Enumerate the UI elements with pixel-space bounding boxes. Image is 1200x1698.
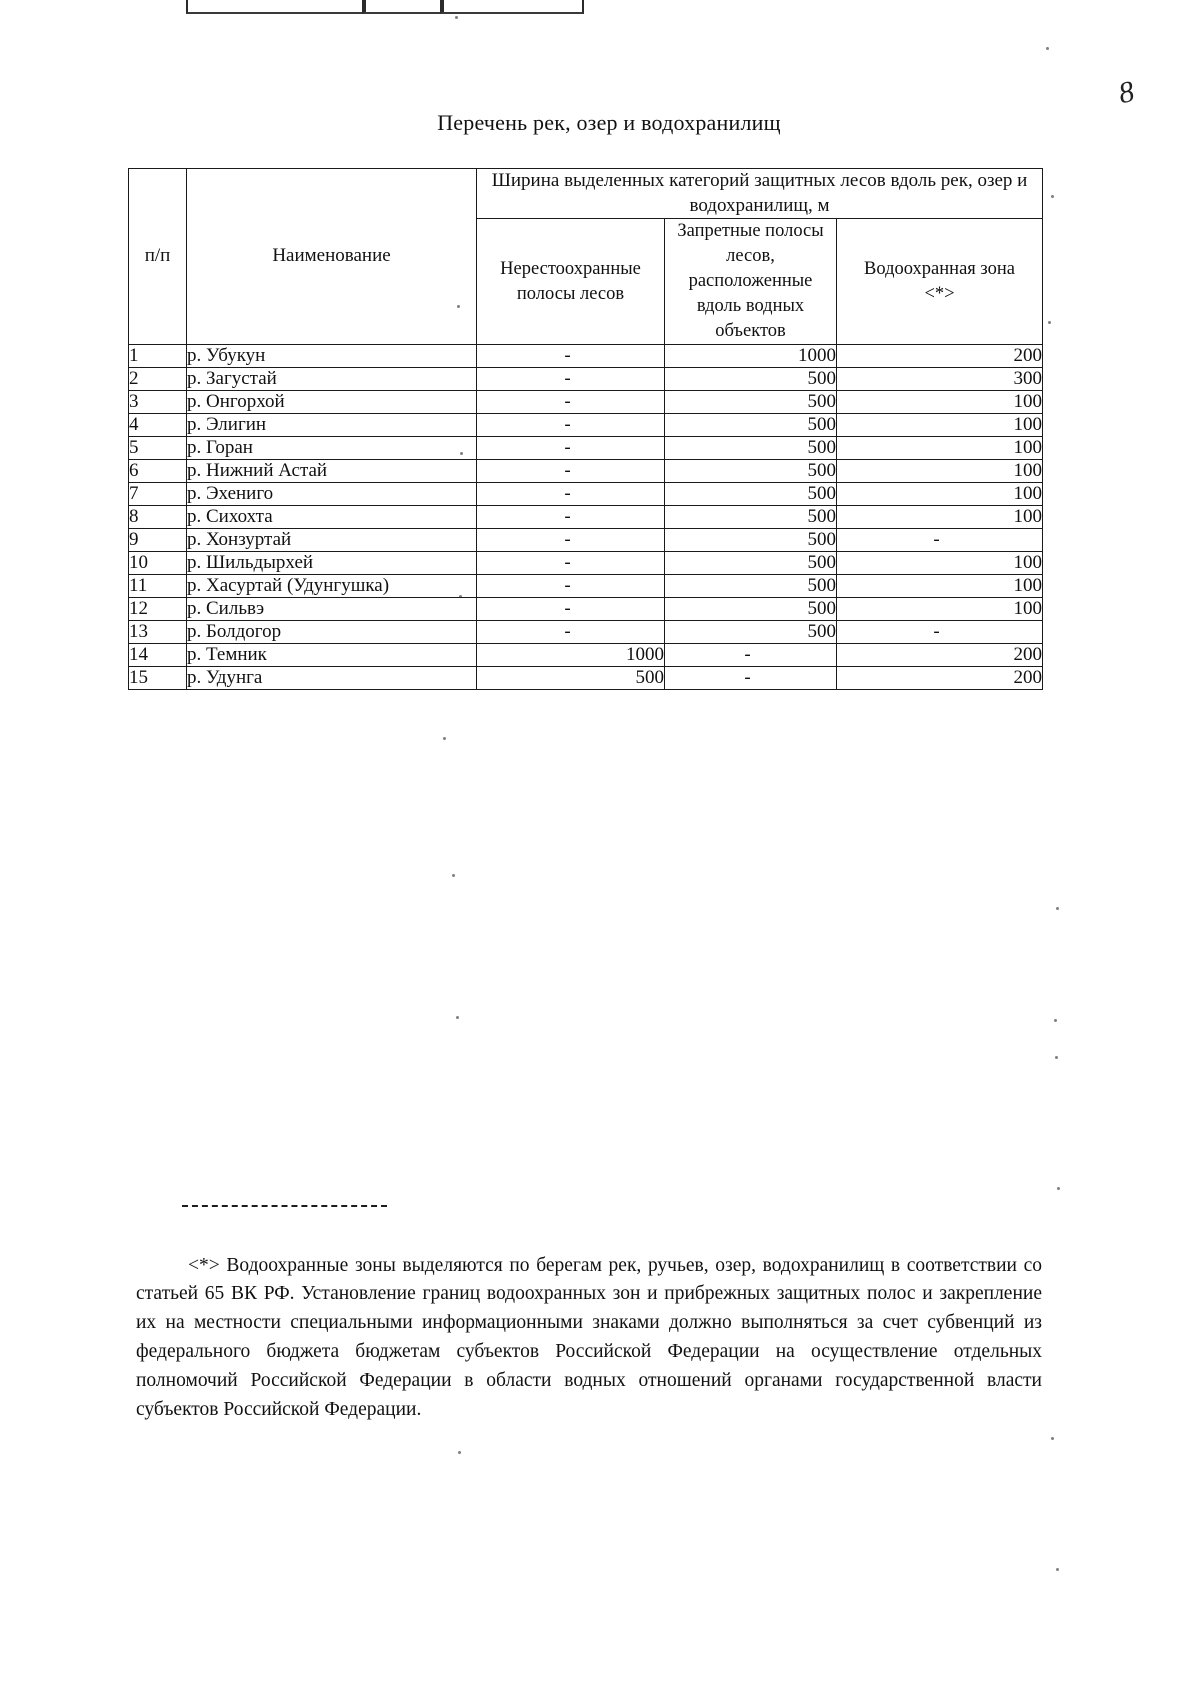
cell-water-protection-zone: 300 [837, 368, 1043, 391]
rivers-table [128, 168, 1043, 690]
table-row [129, 391, 1043, 414]
scan-speck [443, 737, 446, 740]
table-row [129, 437, 1043, 460]
cell-prohibited-forest-belt: - [665, 644, 837, 667]
cell-prohibited-forest-belt: - [665, 667, 837, 690]
cell-prohibited-forest-belt: 500 [665, 529, 837, 552]
cell-prohibited-forest-belt: 500 [665, 437, 837, 460]
cell-number: 12 [129, 598, 187, 621]
table-row [129, 598, 1043, 621]
table-body [129, 345, 1043, 690]
cell-prohibited-forest-belt: 500 [665, 391, 837, 414]
scan-speck [1051, 195, 1054, 198]
table-row [129, 621, 1043, 644]
cell-spawning-protection-belt: - [477, 368, 665, 391]
table-row [129, 529, 1043, 552]
scan-speck [1057, 1187, 1060, 1190]
page-title: Перечень рек, озер и водохранилищ [437, 110, 781, 135]
cell-number: 11 [129, 575, 187, 598]
scan-speck [1055, 1056, 1058, 1059]
cell-water-protection-zone: 200 [837, 667, 1043, 690]
scan-speck [458, 1451, 461, 1454]
water-protection-zone-footnote-marker: <*> [924, 283, 955, 304]
cell-river-name: р. Темник [187, 644, 477, 667]
cell-number: 15 [129, 667, 187, 690]
cell-prohibited-forest-belt: 500 [665, 483, 837, 506]
cell-number: 14 [129, 644, 187, 667]
footnote-text [136, 1252, 1042, 1425]
cell-spawning-protection-belt: - [477, 529, 665, 552]
cell-spawning-protection-belt: - [477, 437, 665, 460]
column-header-spawning-protection-belts: Нерестоохранные полосы лесов [477, 219, 665, 345]
cell-spawning-protection-belt: - [477, 575, 665, 598]
cell-number: 5 [129, 437, 187, 460]
table-row [129, 575, 1043, 598]
cell-water-protection-zone: 100 [837, 483, 1043, 506]
cell-prohibited-forest-belt: 500 [665, 598, 837, 621]
cell-water-protection-zone: 100 [837, 506, 1043, 529]
cell-river-name: р. Сихохта [187, 506, 477, 529]
footnote-separator [182, 1205, 387, 1207]
table-header [129, 169, 1043, 345]
cell-river-name: р. Нижний Астай [187, 460, 477, 483]
scan-speck [1056, 1568, 1059, 1571]
cell-spawning-protection-belt: - [477, 414, 665, 437]
cell-water-protection-zone: 200 [837, 644, 1043, 667]
table-row [129, 667, 1043, 690]
table-row [129, 414, 1043, 437]
cell-spawning-protection-belt: 1000 [477, 644, 665, 667]
cell-number: 7 [129, 483, 187, 506]
cell-prohibited-forest-belt: 500 [665, 460, 837, 483]
cell-water-protection-zone: - [837, 529, 1043, 552]
table-row [129, 644, 1043, 667]
table-row [129, 460, 1043, 483]
scan-speck [1056, 907, 1059, 910]
column-header-number: п/п [129, 169, 187, 345]
cell-prohibited-forest-belt: 1000 [665, 345, 837, 368]
cell-river-name: р. Эхениго [187, 483, 477, 506]
cell-spawning-protection-belt: - [477, 391, 665, 414]
cell-number: 6 [129, 460, 187, 483]
cell-spawning-protection-belt: - [477, 460, 665, 483]
cell-number: 8 [129, 506, 187, 529]
footnote-marker: <*> [188, 1254, 220, 1276]
cell-river-name: р. Онгорхой [187, 391, 477, 414]
cell-river-name: р. Элигин [187, 414, 477, 437]
page-number: 8 [1115, 74, 1138, 111]
cell-prohibited-forest-belt: 500 [665, 621, 837, 644]
cell-water-protection-zone: 100 [837, 575, 1043, 598]
cell-prohibited-forest-belt: 500 [665, 368, 837, 391]
cell-spawning-protection-belt: - [477, 598, 665, 621]
cell-number: 9 [129, 529, 187, 552]
cell-spawning-protection-belt: 500 [477, 667, 665, 690]
cell-spawning-protection-belt: - [477, 552, 665, 575]
cell-water-protection-zone: - [837, 621, 1043, 644]
scan-speck [456, 1016, 459, 1019]
table-row [129, 345, 1043, 368]
cell-number: 2 [129, 368, 187, 391]
cell-water-protection-zone: 100 [837, 437, 1043, 460]
cell-river-name: р. Болдогор [187, 621, 477, 644]
column-header-water-protection-zone [837, 219, 1043, 345]
footnote-body: Водоохранные зоны выделяются по берегам рек, ручьев, озер, водохранилищ в соответствии со статьей 65 ВК РФ. Установление границ водоохранных зон и прибрежных защитных полос и закрепление их на местности специальными информационными знаками должно выполняться за счет субвенций из федерального бюджета бюджетам субъектов Российской Федерации на осуществление отдельных полномочий Российской Федерации в области водных отношений органами государственной власти субъектов Российской Федерации. [136, 1254, 1042, 1420]
column-header-prohibited-forest-belts: Запретные полосы лесов, расположенные вдоль водных объектов [665, 219, 837, 345]
cell-river-name: р. Удунга [187, 667, 477, 690]
column-header-name: Наименование [187, 169, 477, 345]
cell-river-name: р. Горан [187, 437, 477, 460]
column-header-group-width: Ширина выделенных категорий защитных лесов вдоль рек, озер и водохранилищ, м [477, 169, 1043, 219]
cell-water-protection-zone: 200 [837, 345, 1043, 368]
scan-speck [1054, 1019, 1057, 1022]
table-row [129, 368, 1043, 391]
cell-prohibited-forest-belt: 500 [665, 506, 837, 529]
cell-water-protection-zone: 100 [837, 552, 1043, 575]
cell-spawning-protection-belt: - [477, 483, 665, 506]
scan-speck [1048, 321, 1051, 324]
cell-water-protection-zone: 100 [837, 391, 1043, 414]
cell-spawning-protection-belt: - [477, 621, 665, 644]
cell-number: 4 [129, 414, 187, 437]
cell-river-name: р. Хонзуртай [187, 529, 477, 552]
cell-river-name: р. Убукун [187, 345, 477, 368]
cell-water-protection-zone: 100 [837, 414, 1043, 437]
table-row [129, 552, 1043, 575]
cell-river-name: р. Загустай [187, 368, 477, 391]
table-row [129, 483, 1043, 506]
cell-number: 3 [129, 391, 187, 414]
cell-spawning-protection-belt: - [477, 506, 665, 529]
cell-spawning-protection-belt: - [477, 345, 665, 368]
cell-water-protection-zone: 100 [837, 598, 1043, 621]
water-protection-zone-label: Водоохранная зона [864, 258, 1015, 279]
cell-number: 13 [129, 621, 187, 644]
cell-number: 1 [129, 345, 187, 368]
scan-speck [1051, 1437, 1054, 1440]
cell-river-name: р. Сильвэ [187, 598, 477, 621]
cell-prohibited-forest-belt: 500 [665, 575, 837, 598]
cell-river-name: р. Шильдырхей [187, 552, 477, 575]
cell-number: 10 [129, 552, 187, 575]
scan-speck [452, 874, 455, 877]
cell-river-name: р. Хасуртай (Удунгушка) [187, 575, 477, 598]
cell-prohibited-forest-belt: 500 [665, 552, 837, 575]
cell-prohibited-forest-belt: 500 [665, 414, 837, 437]
table-header-row-top [129, 169, 1043, 219]
table-row [129, 506, 1043, 529]
cell-water-protection-zone: 100 [837, 460, 1043, 483]
